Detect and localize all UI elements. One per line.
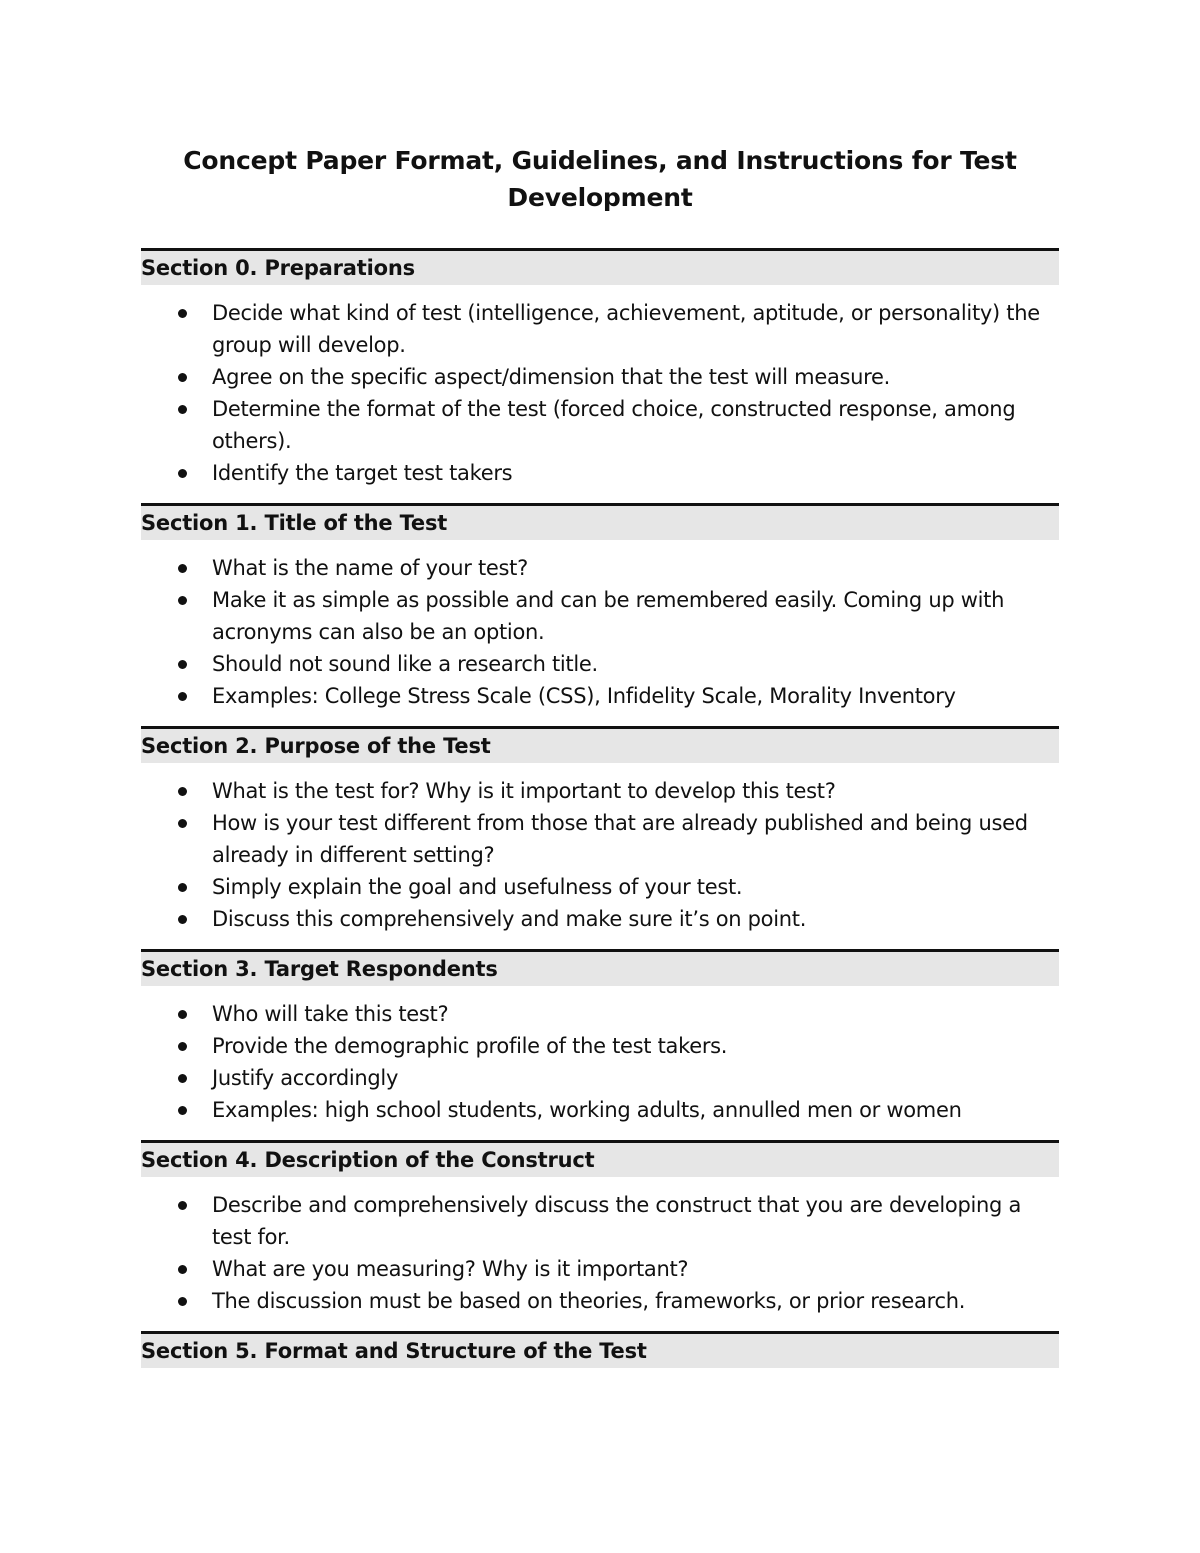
list-item-text: Identify the target test takers xyxy=(212,461,513,485)
list-item-text: Simply explain the goal and usefulness of your test. xyxy=(212,875,743,899)
list-item xyxy=(141,680,1059,712)
list-item-text: Agree on the specific aspect/dimension that the test will measure. xyxy=(212,365,891,389)
bullet-list xyxy=(141,998,1059,1126)
bullet-list xyxy=(141,775,1059,935)
list-item-text: Who will take this test? xyxy=(212,1002,449,1026)
bullet-icon xyxy=(178,309,187,318)
list-item xyxy=(141,361,1059,393)
bullet-icon xyxy=(178,883,187,892)
list-item xyxy=(141,1253,1059,1285)
bullet-list xyxy=(141,297,1059,489)
document-title: Concept Paper Format, Guidelines, and Instructions for Test Development xyxy=(183,146,1017,212)
list-item-text: Should not sound like a research title. xyxy=(212,652,598,676)
bullet-icon xyxy=(178,660,187,669)
list-item xyxy=(141,1285,1059,1317)
document-page xyxy=(141,142,1059,1378)
section-purpose-of-test xyxy=(141,726,1059,935)
list-item-text: What is the test for? Why is it important to develop this test? xyxy=(212,779,836,803)
list-item xyxy=(141,775,1059,807)
bullet-icon xyxy=(178,819,187,828)
list-item-text: Examples: high school students, working adults, annulled men or women xyxy=(212,1098,962,1122)
list-item-text: Decide what kind of test (intelligence, achievement, aptitude, or personality) the group will develop. xyxy=(212,301,1040,357)
list-item-text: Justify accordingly xyxy=(212,1066,399,1090)
list-item-text: Discuss this comprehensively and make sure it’s on point. xyxy=(212,907,807,931)
bullet-icon xyxy=(178,596,187,605)
section-heading: Section 3. Target Respondents xyxy=(141,949,1059,986)
bullet-icon xyxy=(178,1010,187,1019)
section-heading: Section 1. Title of the Test xyxy=(141,503,1059,540)
list-item-text: How is your test different from those that are already published and being used already in different setting? xyxy=(212,811,1028,867)
list-item-text: Make it as simple as possible and can be remembered easily. Coming up with acronyms can also be an option. xyxy=(212,588,1005,644)
bullet-icon xyxy=(178,692,187,701)
section-title-of-test xyxy=(141,503,1059,712)
list-item xyxy=(141,552,1059,584)
list-item xyxy=(141,1094,1059,1126)
list-item xyxy=(141,1062,1059,1094)
bullet-icon xyxy=(178,1265,187,1274)
section-heading: Section 2. Purpose of the Test xyxy=(141,726,1059,763)
section-heading: Section 0. Preparations xyxy=(141,248,1059,285)
list-item-text: Determine the format of the test (forced choice, constructed response, among others). xyxy=(212,397,1016,453)
bullet-icon xyxy=(178,1074,187,1083)
bullet-icon xyxy=(178,405,187,414)
list-item-text: Provide the demographic profile of the test takers. xyxy=(212,1034,728,1058)
bullet-list xyxy=(141,1189,1059,1317)
list-item xyxy=(141,1030,1059,1062)
list-item-text: What is the name of your test? xyxy=(212,556,528,580)
bullet-icon xyxy=(178,564,187,573)
list-item xyxy=(141,998,1059,1030)
list-item xyxy=(141,903,1059,935)
list-item xyxy=(141,648,1059,680)
section-format-and-structure xyxy=(141,1331,1059,1368)
bullet-icon xyxy=(178,1297,187,1306)
bullet-icon xyxy=(178,469,187,478)
list-item-text: Describe and comprehensively discuss the construct that you are developing a test for. xyxy=(212,1193,1022,1249)
list-item xyxy=(141,807,1059,871)
list-item xyxy=(141,457,1059,489)
bullet-list xyxy=(141,552,1059,712)
list-item-text: What are you measuring? Why is it important? xyxy=(212,1257,689,1281)
section-preparations xyxy=(141,248,1059,489)
list-item xyxy=(141,1189,1059,1253)
bullet-icon xyxy=(178,1042,187,1051)
bullet-icon xyxy=(178,373,187,382)
list-item xyxy=(141,297,1059,361)
list-item xyxy=(141,584,1059,648)
list-item xyxy=(141,393,1059,457)
section-description-of-construct xyxy=(141,1140,1059,1317)
list-item-text: Examples: College Stress Scale (CSS), Infidelity Scale, Morality Inventory xyxy=(212,684,956,708)
list-item-text: The discussion must be based on theories, frameworks, or prior research. xyxy=(212,1289,966,1313)
bullet-icon xyxy=(178,787,187,796)
bullet-icon xyxy=(178,915,187,924)
section-heading: Section 4. Description of the Construct xyxy=(141,1140,1059,1177)
bullet-icon xyxy=(178,1106,187,1115)
list-item xyxy=(141,871,1059,903)
section-target-respondents xyxy=(141,949,1059,1126)
section-heading: Section 5. Format and Structure of the Test xyxy=(141,1331,1059,1368)
bullet-icon xyxy=(178,1201,187,1210)
